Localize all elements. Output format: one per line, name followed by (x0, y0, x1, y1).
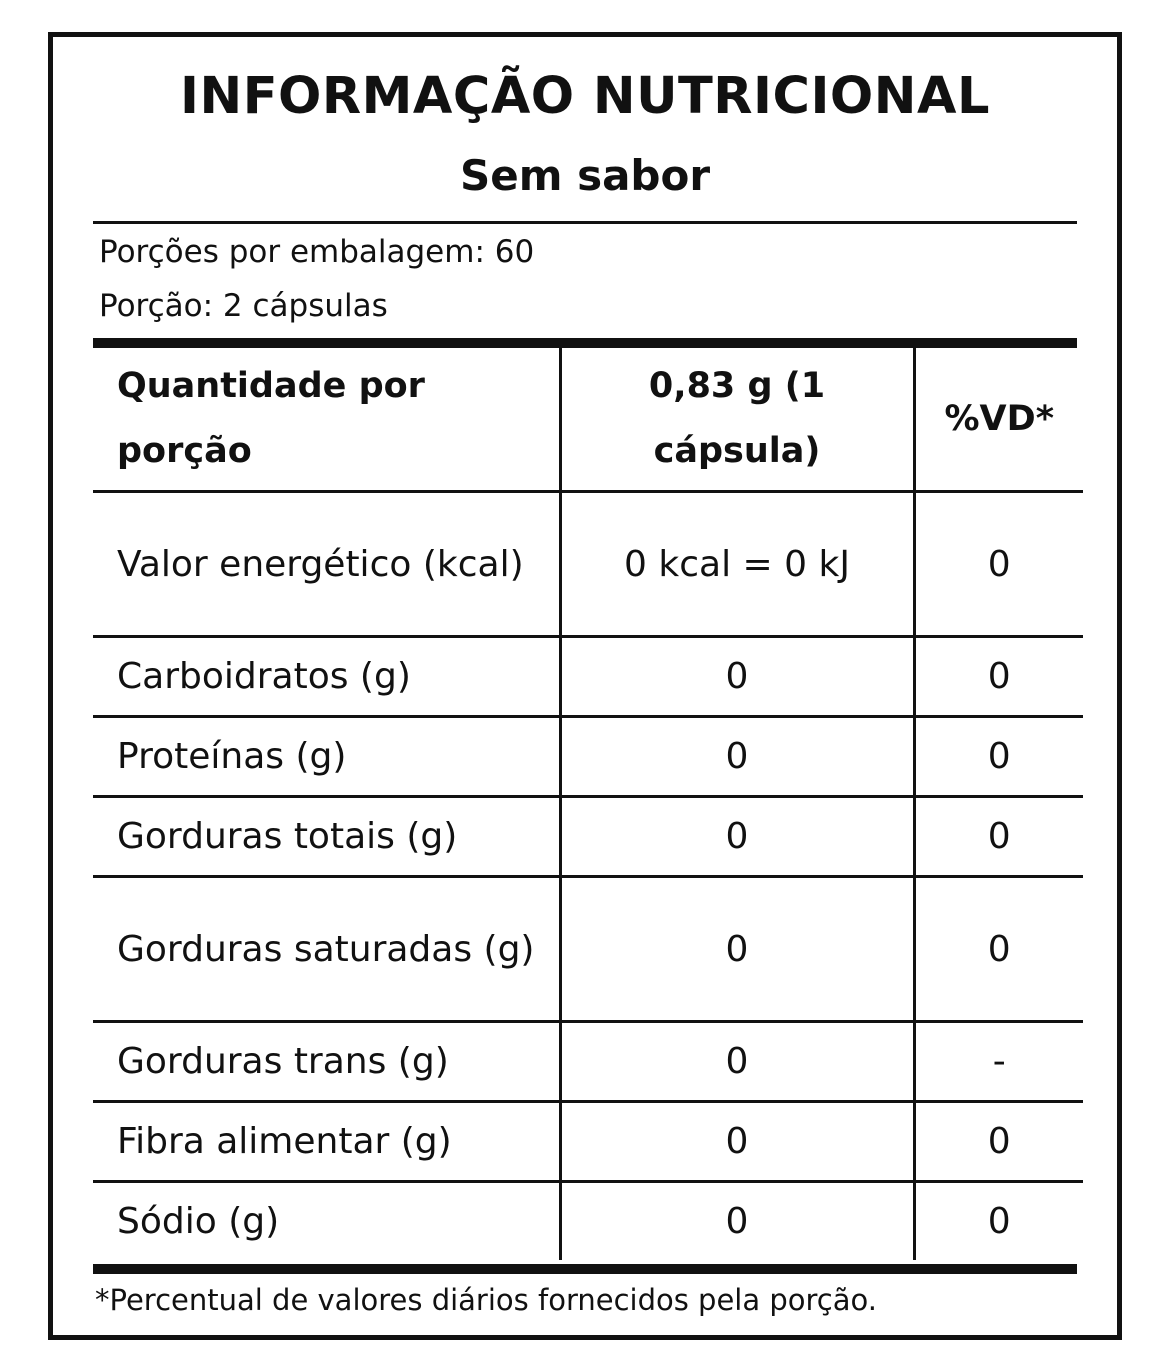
nutrient-name: Gorduras saturadas (g) (93, 877, 560, 1022)
table-row (93, 637, 1083, 717)
nutrient-name: Gorduras totais (g) (93, 797, 560, 877)
nutrition-label-content (93, 37, 1077, 1335)
table-row (93, 717, 1083, 797)
nutrient-name: Sódio (g) (93, 1182, 560, 1261)
nutrient-name: Valor energético (kcal) (93, 492, 560, 637)
table-row (93, 1182, 1083, 1261)
nutrient-amount: 0 (560, 1182, 914, 1261)
nutrient-name: Gorduras trans (g) (93, 1022, 560, 1102)
nutrient-dv: 0 (914, 797, 1083, 877)
header-quantity: Quantidade por porção (93, 348, 560, 492)
table-row (93, 1102, 1083, 1182)
table-row (93, 1022, 1083, 1102)
nutrient-name: Fibra alimentar (g) (93, 1102, 560, 1182)
nutrient-name: Carboidratos (g) (93, 637, 560, 717)
nutrient-dv: - (914, 1022, 1083, 1102)
table-row (93, 492, 1083, 637)
table-row (93, 877, 1083, 1022)
nutrient-amount: 0 (560, 877, 914, 1022)
label-title: INFORMAÇÃO NUTRICIONAL (180, 67, 990, 126)
nutrient-amount: 0 kcal = 0 kJ (560, 492, 914, 637)
nutrient-dv: 0 (914, 1102, 1083, 1182)
nutrient-dv: 0 (914, 492, 1083, 637)
divider-thick-top (93, 338, 1077, 348)
nutrition-label (48, 32, 1122, 1340)
nutrient-amount: 0 (560, 797, 914, 877)
serving-size: Porção: 2 cápsulas (99, 288, 388, 324)
divider-top (93, 221, 1077, 224)
nutrient-amount: 0 (560, 637, 914, 717)
nutrient-amount: 0 (560, 1022, 914, 1102)
table-header-row (93, 348, 1083, 492)
header-dv: %VD* (914, 348, 1083, 492)
table-row (93, 797, 1083, 877)
nutrient-dv: 0 (914, 1182, 1083, 1261)
nutrient-name: Proteínas (g) (93, 717, 560, 797)
nutrient-dv: 0 (914, 637, 1083, 717)
header-amount: 0,83 g (1 cápsula) (560, 348, 914, 492)
divider-thick-bottom (93, 1264, 1077, 1274)
nutrient-dv: 0 (914, 717, 1083, 797)
servings-per-package: Porções por embalagem: 60 (99, 234, 535, 270)
nutrient-amount: 0 (560, 717, 914, 797)
label-subtitle: Sem sabor (459, 151, 711, 200)
nutrition-table (93, 348, 1083, 1260)
footnote: *Percentual de valores diários fornecidos pela porção. (95, 1283, 877, 1317)
nutrient-amount: 0 (560, 1102, 914, 1182)
nutrient-dv: 0 (914, 877, 1083, 1022)
